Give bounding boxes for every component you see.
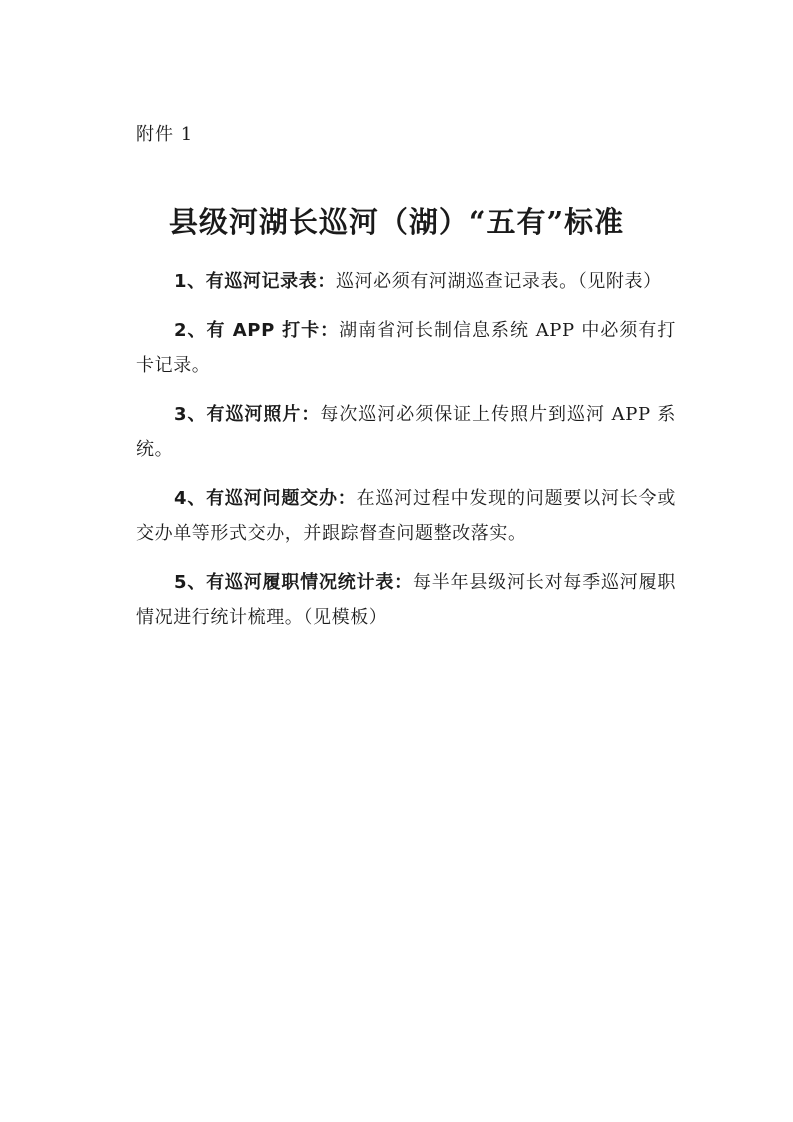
- standard-item-body: 每次巡河必须保证上传照片到巡河 APP 系统。: [136, 404, 677, 460]
- standard-item-4: [136, 481, 676, 551]
- standard-item-heading: 1、有巡河记录表：: [174, 271, 336, 292]
- standard-item-heading: 4、有巡河问题交办：: [174, 488, 357, 509]
- standard-item-1: [136, 264, 676, 299]
- attachment-label: 附件 1: [136, 124, 194, 145]
- standard-item-2: [136, 313, 676, 383]
- standard-item-heading: 3、有巡河照片：: [174, 404, 321, 425]
- standard-item-body: 湖南省河长制信息系统 APP 中必须有打卡记录。: [136, 320, 676, 376]
- standard-item-heading: 2、有 APP 打卡：: [174, 320, 340, 341]
- document-title: 县级河湖长巡河（湖）“五有”标准: [168, 205, 625, 239]
- standard-item-3: [136, 397, 676, 467]
- standard-item-5: [136, 565, 676, 635]
- standard-item-body: 巡河必须有河湖巡查记录表。（见附表）: [335, 271, 662, 292]
- standards-list: [136, 264, 676, 649]
- standard-item-heading: 5、有巡河履职情况统计表：: [174, 572, 413, 593]
- standard-item-body: 每半年县级河长对每季巡河履职情况进行统计梳理。（见模板）: [136, 572, 677, 628]
- standard-item-body: 在巡河过程中发现的问题要以河长令或交办单等形式交办，并跟踪督查问题整改落实。: [136, 488, 677, 544]
